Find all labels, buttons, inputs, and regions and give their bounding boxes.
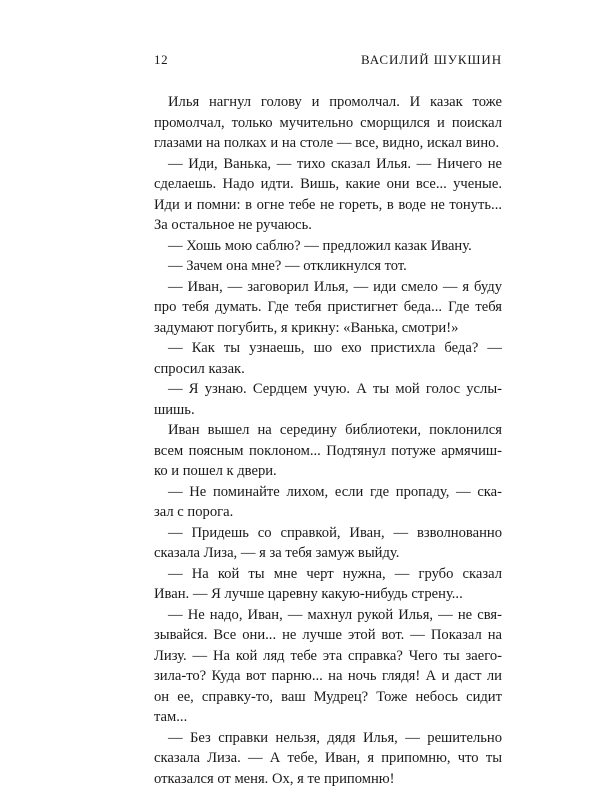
text-line: там... — [154, 707, 502, 728]
text-line: зывайся. Все они... не лучше этой вот. — Показал на — [154, 625, 502, 646]
text-line: задумают погубить, я крикну: «Ванька, смотри!» — [154, 318, 502, 339]
text-line: — На кой ты мне черт нужна, — грубо сказал — [154, 564, 502, 585]
text-line: сказала Лиза, — я за тебя замуж выйду. — [154, 543, 502, 564]
text-line: он ее, справку-то, ваш Мудрец? Тоже небось сидит — [154, 687, 502, 708]
text-line: — Не надо, Иван, — махнул рукой Илья, — не свя- — [154, 605, 502, 626]
text-line: — Иван, — заговорил Илья, — иди смело — я буду — [154, 277, 502, 298]
text-line: глазами на полках и на столе — все, видно, искал вино. — [154, 133, 502, 154]
text-line: зила-то? Куда вот парню... на ночь глядя! А и даст ли — [154, 666, 502, 687]
page-number: 12 — [154, 52, 168, 68]
text-line: — Без справки нельзя, дядя Илья, — решительно — [154, 728, 502, 749]
text-line: — Я узнаю. Сердцем учую. А ты мой голос услы- — [154, 379, 502, 400]
text-line: шишь. — [154, 400, 502, 421]
text-line: промолчал, только мучительно сморщился и поискал — [154, 113, 502, 134]
text-line: — Как ты узнаешь, шо ехо пристихла беда? — — [154, 338, 502, 359]
text-line: спросил казак. — [154, 359, 502, 380]
text-line: сделаешь. Надо идти. Вишь, какие они все... ученые. — [154, 174, 502, 195]
text-line: — Придешь со справкой, Иван, — взволнованно — [154, 523, 502, 544]
text-line: всем поясным поклоном... Подтянул потуже армячиш- — [154, 441, 502, 462]
text-line: Илья нагнул голову и промолчал. И казак тоже — [154, 92, 502, 113]
text-line: про тебя думать. Где тебя пристигнет беда... Где тебя — [154, 297, 502, 318]
text-line: — Зачем она мне? — откликнулся тот. — [154, 256, 502, 277]
text-line: зал с порога. — [154, 502, 502, 523]
text-line: сказала Лиза. — А тебе, Иван, я припомню, что ты — [154, 748, 502, 769]
text-line: ко и пошел к двери. — [154, 461, 502, 482]
body-text — [154, 92, 502, 789]
text-line: отказался от меня. Ох, я те припомню! — [154, 769, 502, 789]
running-title: ВАСИЛИЙ ШУКШИН — [361, 52, 502, 68]
text-line: За остальное не ручаюсь. — [154, 215, 502, 236]
text-line: Иди и помни: в огне тебе не гореть, в воде не тонуть... — [154, 195, 502, 216]
text-line: Лизу. — На кой ляд тебе эта справка? Чего ты заего- — [154, 646, 502, 667]
text-line: Иван вышел на середину библиотеки, поклонился — [154, 420, 502, 441]
text-line: — Иди, Ванька, — тихо сказал Илья. — Ничего не — [154, 154, 502, 175]
text-line: Иван. — Я лучше царевну какую-нибудь стрену... — [154, 584, 502, 605]
text-line: — Не поминайте лихом, если где пропаду, — ска- — [154, 482, 502, 503]
text-line: — Хошь мою саблю? — предложил казак Ивану. — [154, 236, 502, 257]
page-header — [154, 52, 502, 70]
